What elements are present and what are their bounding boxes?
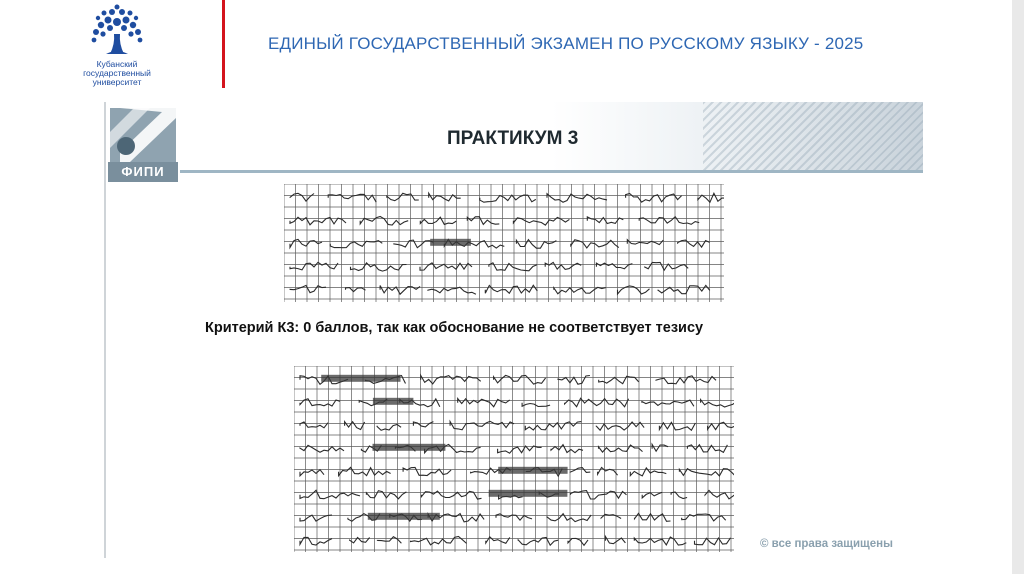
criterion-text: Критерий К3: 0 баллов, так как обоснование не соответствует тезису [205,320,704,336]
slide-header-hatch [703,102,923,172]
slide-title: ПРАКТИКУМ 3 [447,128,579,149]
university-name-line-3: университет [92,77,142,87]
embedded-slide [104,102,923,558]
page-title: ЕДИНЫЙ ГОСУДАРСТВЕННЫЙ ЭКЗАМЕН ПО РУССКОМУ ЯЗЫКУ - 2025 [268,34,864,53]
fipi-logo-text: ФИПИ [108,162,178,182]
fipi-logo [108,106,178,182]
slide-header-underline [180,170,923,173]
university-name-line-1: Кубанский [96,59,138,69]
fipi-logo-icon [110,108,176,162]
tree-icon [82,4,152,60]
copyright-notice: © все права защищены [760,538,893,550]
slide-header [104,102,923,185]
handwritten-answer-1 [284,184,724,302]
handwritten-answer-2 [294,366,734,552]
university-name [72,60,162,87]
university-logo [72,4,162,96]
university-name-line-2: государственный [83,68,151,78]
right-edge-strip [1012,0,1024,574]
header-red-divider [222,0,225,88]
